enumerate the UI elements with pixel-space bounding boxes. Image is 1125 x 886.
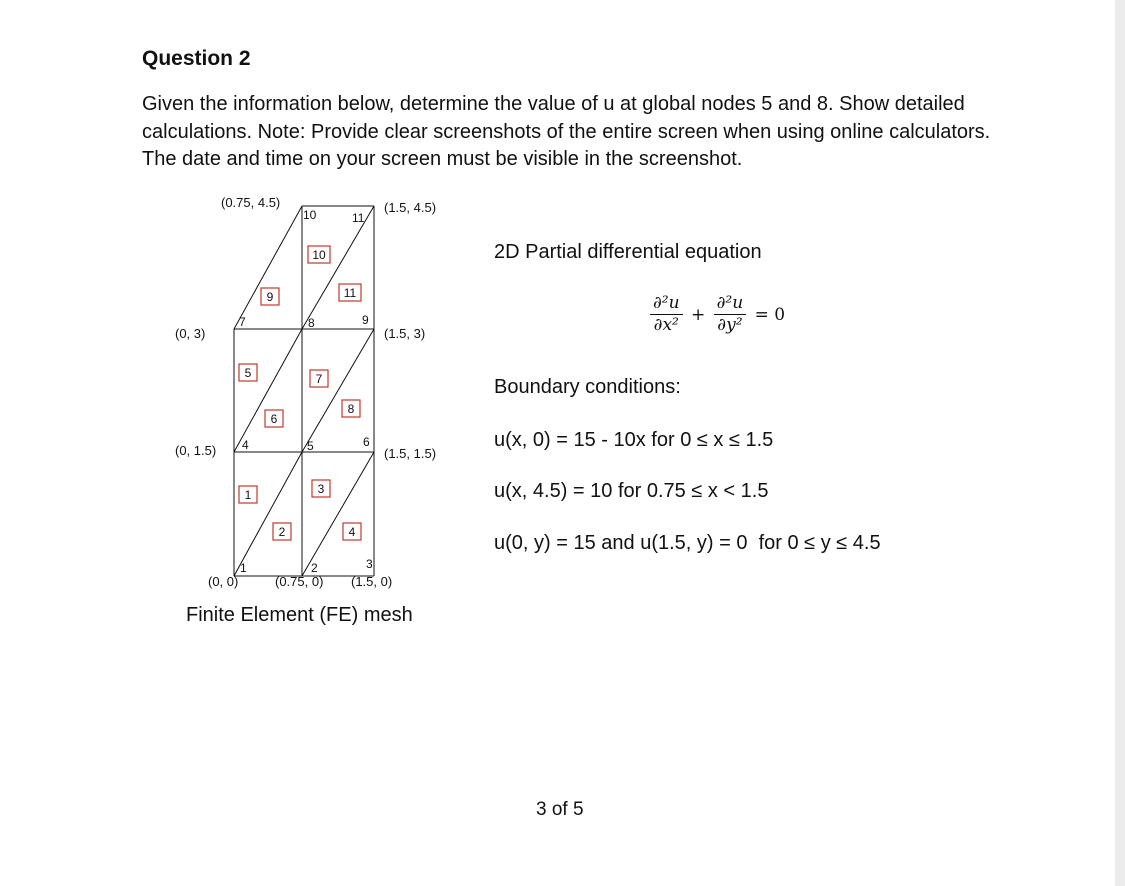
- equals-zero: = 0: [754, 304, 786, 325]
- coord-label-bottom-left: (0, 0): [208, 574, 239, 589]
- element-label: 1: [244, 488, 252, 502]
- coord-label-bottom-mid: (0.75, 0): [275, 574, 324, 589]
- node-label: 1: [240, 561, 247, 575]
- term2-fraction: [714, 293, 747, 336]
- node-label: 7: [239, 315, 246, 329]
- coord-label-bottom-right: (1.5, 0): [351, 574, 393, 589]
- question-text: Given the information below, determine the value of u at global nodes 5 and 8. Show detailed calculations. Note: Provide clear screenshots of the entire screen when using online calculators. The date and time on your screen must be visible in the screenshot.: [142, 93, 991, 170]
- coord-label-mid-upper-right: (1.5, 3): [384, 326, 426, 341]
- boundary-condition-1: u(x, 0) = 15 - 10x for 0 ≤ x ≤ 1.5: [494, 429, 774, 451]
- term1-denominator: ∂x²: [653, 315, 679, 335]
- element-label: 11: [343, 286, 357, 300]
- coord-label-mid-lower-left: (0, 1.5): [175, 443, 217, 458]
- element-label: 9: [266, 290, 274, 304]
- node-label: 6: [363, 435, 370, 449]
- term2-numerator: ∂²u: [714, 293, 747, 315]
- viewer-margin: [1115, 0, 1125, 886]
- mesh-lines: [234, 206, 374, 576]
- element-label: 5: [244, 366, 252, 380]
- node-label: 8: [308, 316, 315, 330]
- element-label: 3: [317, 482, 325, 496]
- mesh-caption: Finite Element (FE) mesh: [186, 604, 413, 626]
- node-label: 10: [303, 208, 317, 222]
- node-label: 2: [311, 561, 318, 575]
- element-label: 10: [312, 248, 326, 262]
- term1-fraction: [650, 293, 683, 336]
- coord-label-mid-lower-right: (1.5, 1.5): [384, 446, 437, 461]
- pde-title: 2D Partial differential equation: [494, 241, 762, 263]
- question-heading: Question 2: [142, 47, 251, 70]
- term2-denominator: ∂y²: [717, 315, 743, 335]
- node-label: 4: [242, 438, 249, 452]
- coord-label-top-left: (0.75, 4.5): [221, 195, 281, 210]
- fe-mesh-diagram: [160, 190, 460, 600]
- boundary-condition-3: u(0, y) = 15 and u(1.5, y) = 0 for 0 ≤ y ≤ 4.5: [494, 532, 881, 554]
- boundary-condition-2: u(x, 4.5) = 10 for 0.75 ≤ x < 1.5: [494, 480, 769, 502]
- element-label: 8: [347, 402, 355, 416]
- pde-equation: [650, 293, 788, 336]
- element-boxes: [239, 246, 361, 540]
- plus-operator: +: [690, 304, 706, 325]
- node-label: 3: [366, 557, 373, 571]
- element-label: 2: [278, 525, 286, 539]
- element-label: 4: [348, 525, 356, 539]
- node-label: 5: [307, 439, 314, 453]
- node-label: 11: [352, 211, 365, 225]
- page-indicator: 3 of 5: [536, 799, 584, 820]
- boundary-conditions-title: Boundary conditions:: [494, 376, 681, 398]
- node-label: 9: [362, 313, 369, 327]
- coord-label-mid-upper-left: (0, 3): [175, 326, 206, 341]
- element-label: 7: [315, 372, 323, 386]
- term1-numerator: ∂²u: [650, 293, 683, 315]
- element-label: 6: [270, 412, 278, 426]
- coord-label-top-right: (1.5, 4.5): [384, 200, 437, 215]
